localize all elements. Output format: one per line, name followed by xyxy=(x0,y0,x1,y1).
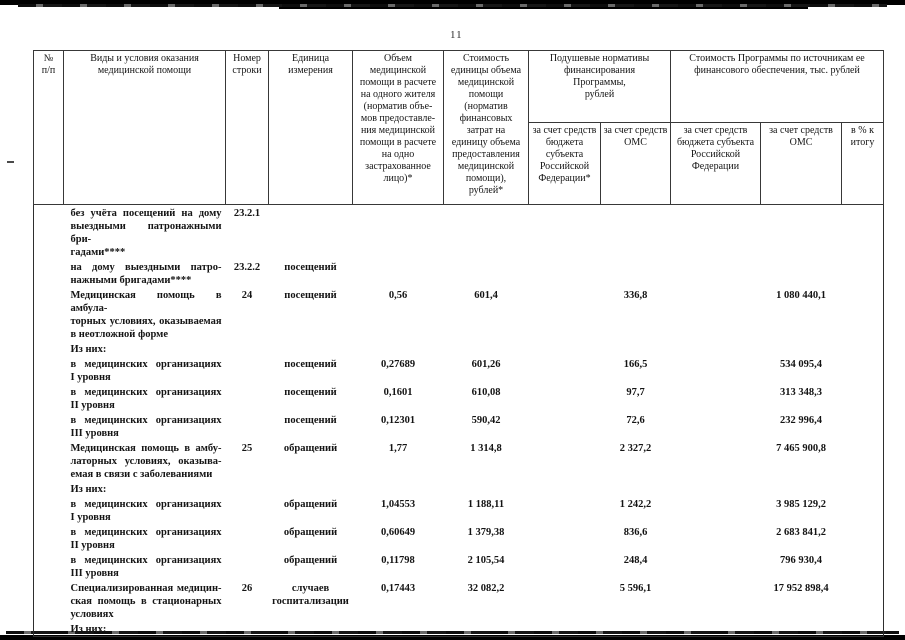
cell-service-name: в медицинских организациях I уровня xyxy=(70,359,222,383)
cell-service-name: в медицинских организациях II уровня xyxy=(70,387,222,411)
cell-row-number xyxy=(226,524,269,552)
cell-unit: обращений xyxy=(283,443,338,454)
col-header-program-cost-group: Стоимость Программы по источникам ее финансового обеспечения, тыс. рублей xyxy=(671,51,884,123)
cell-per-capita-omc xyxy=(601,621,671,637)
cell-volume: 0,12301 xyxy=(380,415,416,426)
cell-npp xyxy=(34,496,64,524)
cell-pct-total xyxy=(842,621,884,637)
cell-unit-cost xyxy=(444,621,529,637)
cell-row-number xyxy=(226,341,269,356)
cell-service-name: Из них: xyxy=(70,624,107,635)
cell-program-cost-budget xyxy=(671,524,761,552)
table-row xyxy=(34,341,884,356)
cell-per-capita-omc: 248,4 xyxy=(623,555,648,566)
cell-volume: 0,56 xyxy=(388,290,408,301)
cell-pct-total xyxy=(842,384,884,412)
cell-pct-total xyxy=(842,552,884,580)
cell-service-name: в медицинских организациях II уровня xyxy=(70,527,222,551)
cell-row-number: 23.2.1 xyxy=(233,208,261,219)
col-header-unit-cost: Стоимость единицы объема медицинской помощи (норматив финансовых затрат на единицу объема предоставления медицинской помощи), рублей* xyxy=(444,51,529,205)
cell-per-capita-omc xyxy=(601,481,671,496)
cell-per-capita-omc: 1 242,2 xyxy=(619,499,652,510)
cell-service-name: в медицинских организациях III уровня xyxy=(70,415,222,439)
cell-program-cost-omc: 313 348,3 xyxy=(780,387,822,398)
cell-npp xyxy=(34,287,64,341)
cell-unit-cost: 590,42 xyxy=(471,415,501,426)
cell-row-number xyxy=(226,552,269,580)
table-row xyxy=(34,205,884,260)
table-row xyxy=(34,356,884,384)
cell-row-number: 26 xyxy=(241,583,253,594)
cell-program-cost-omc: 232 996,4 xyxy=(780,415,822,426)
col-header-program-cost-budget: за счет средств бюджета субъекта Российской Федерации xyxy=(671,123,761,205)
cell-program-cost-budget xyxy=(671,341,761,356)
col-header-kind: Виды и условия оказания медицинской помощи xyxy=(64,51,226,205)
cell-per-capita-budget xyxy=(529,552,601,580)
cell-per-capita-omc: 5 596,1 xyxy=(619,583,652,594)
cell-unit: посещений xyxy=(284,387,337,398)
cell-unit-cost xyxy=(444,481,529,496)
cell-per-capita-budget xyxy=(529,481,601,496)
cell-program-cost-omc xyxy=(761,481,842,496)
cell-unit: обращений xyxy=(283,555,338,566)
cell-per-capita-budget xyxy=(529,259,601,287)
cell-program-cost-budget xyxy=(671,384,761,412)
cell-program-cost-omc: 534 095,4 xyxy=(780,359,822,370)
cell-volume xyxy=(353,205,444,260)
cell-unit-cost: 610,08 xyxy=(471,387,501,398)
col-header-volume: Объем медицинской помощи в расчете на одного жителя (норматив объе- мов предоставле- ния медицинской помощи в расчете на одно застрахованное лицо)* xyxy=(353,51,444,205)
col-header-per-capita-omc: за счет средств ОМС xyxy=(601,123,671,205)
cell-row-number xyxy=(226,481,269,496)
col-header-program-cost-omc: за счет средств ОМС xyxy=(761,123,842,205)
scan-artifact-top-grain xyxy=(18,4,887,7)
page-number: 11 xyxy=(450,29,463,41)
cell-program-cost-omc: 3 985 129,2 xyxy=(776,499,826,510)
cell-per-capita-omc: 166,5 xyxy=(623,359,648,370)
col-header-per-capita-group: Подушевые нормативы финансирования Программы, рублей xyxy=(529,51,671,123)
cell-volume xyxy=(353,259,444,287)
cell-service-name: в медицинских организациях I уровня xyxy=(70,499,222,523)
table-row xyxy=(34,580,884,621)
cell-per-capita-omc xyxy=(601,341,671,356)
table-row xyxy=(34,259,884,287)
cell-program-cost-omc xyxy=(761,205,842,260)
cell-service-name: Из них: xyxy=(70,344,107,355)
cell-per-capita-budget xyxy=(529,287,601,341)
cell-unit-cost: 1 379,38 xyxy=(467,527,505,538)
cell-unit-cost: 2 105,54 xyxy=(467,555,505,566)
table-row xyxy=(34,552,884,580)
cell-unit-cost: 32 082,2 xyxy=(467,583,505,594)
cell-program-cost-budget xyxy=(671,440,761,481)
cell-per-capita-budget xyxy=(529,205,601,260)
cell-service-name: Из них: xyxy=(70,484,107,495)
cell-per-capita-omc xyxy=(601,259,671,287)
cell-per-capita-omc xyxy=(601,205,671,260)
table-row xyxy=(34,440,884,481)
cell-per-capita-omc: 836,6 xyxy=(623,527,648,538)
cell-npp xyxy=(34,341,64,356)
cell-pct-total xyxy=(842,259,884,287)
cell-pct-total xyxy=(842,356,884,384)
cell-service-name: на дому выездными патро- нажными бригадами**** xyxy=(70,262,222,286)
cell-service-name: Медицинская помощь в амбула- торных условиях, оказываемая в неотложной форме xyxy=(70,290,222,340)
cell-volume: 0,11798 xyxy=(381,555,415,566)
cell-per-capita-budget xyxy=(529,496,601,524)
cell-volume: 0,17443 xyxy=(380,583,416,594)
cell-volume: 0,60649 xyxy=(380,527,416,538)
cell-per-capita-budget xyxy=(529,580,601,621)
cell-row-number xyxy=(226,496,269,524)
cell-unit xyxy=(269,205,353,260)
cell-unit: посещений xyxy=(284,415,337,426)
col-header-pct-total: в % к итогу xyxy=(842,123,884,205)
cell-unit xyxy=(269,481,353,496)
cell-row-number xyxy=(226,621,269,637)
cell-program-cost-budget xyxy=(671,412,761,440)
cell-program-cost-budget xyxy=(671,356,761,384)
cell-program-cost-budget xyxy=(671,205,761,260)
cell-npp xyxy=(34,481,64,496)
cell-program-cost-omc: 7 465 900,8 xyxy=(776,443,826,454)
table-row xyxy=(34,412,884,440)
cell-volume xyxy=(353,621,444,637)
cell-per-capita-budget xyxy=(529,412,601,440)
cell-pct-total xyxy=(842,481,884,496)
cell-per-capita-budget xyxy=(529,356,601,384)
cell-service-name: Медицинская помощь в амбу- латорных условиях, оказыва- емая в связи с заболеваниями xyxy=(70,443,222,480)
cell-unit-cost: 601,26 xyxy=(471,359,501,370)
cell-program-cost-budget xyxy=(671,621,761,637)
col-header-npp: № п/п xyxy=(34,51,64,205)
cell-pct-total xyxy=(842,341,884,356)
cell-per-capita-omc: 2 327,2 xyxy=(619,443,652,454)
cell-pct-total xyxy=(842,440,884,481)
cell-row-number: 25 xyxy=(241,443,253,454)
cell-per-capita-budget xyxy=(529,440,601,481)
cell-per-capita-omc: 97,7 xyxy=(626,387,645,398)
cell-program-cost-omc: 796 930,4 xyxy=(780,555,822,566)
cell-npp xyxy=(34,384,64,412)
cell-program-cost-omc xyxy=(761,259,842,287)
cell-unit-cost: 1 314,8 xyxy=(470,443,502,454)
cell-npp xyxy=(34,552,64,580)
cell-pct-total xyxy=(842,287,884,341)
table-row xyxy=(34,287,884,341)
cell-service-name: в медицинских организациях III уровня xyxy=(70,555,222,579)
cell-row-number: 24 xyxy=(241,290,253,301)
cell-pct-total xyxy=(842,496,884,524)
cell-volume: 0,27689 xyxy=(380,359,416,370)
cell-program-cost-budget xyxy=(671,259,761,287)
cell-unit: посещений xyxy=(284,359,337,370)
cell-unit-cost xyxy=(444,341,529,356)
cell-row-number xyxy=(226,384,269,412)
cell-pct-total xyxy=(842,580,884,621)
cell-program-cost-omc: 2 683 841,2 xyxy=(776,527,826,538)
cell-volume xyxy=(353,481,444,496)
col-header-unit: Единица измерения xyxy=(269,51,353,205)
cell-unit xyxy=(269,621,353,637)
cell-per-capita-budget xyxy=(529,524,601,552)
cell-npp xyxy=(34,356,64,384)
cell-program-cost-omc: 1 080 440,1 xyxy=(776,290,826,301)
cell-unit-cost xyxy=(444,205,529,260)
table-row xyxy=(34,524,884,552)
table-body xyxy=(34,205,884,637)
cell-program-cost-omc: 17 952 898,4 xyxy=(773,583,829,594)
cell-program-cost-budget xyxy=(671,481,761,496)
cell-row-number: 23.2.2 xyxy=(233,262,261,273)
cell-program-cost-omc xyxy=(761,341,842,356)
cell-program-cost-budget xyxy=(671,496,761,524)
cell-per-capita-omc: 72,6 xyxy=(626,415,645,426)
table-row xyxy=(34,384,884,412)
medical-care-table xyxy=(33,50,884,637)
cell-program-cost-budget xyxy=(671,580,761,621)
table-header xyxy=(34,51,884,205)
cell-pct-total xyxy=(842,205,884,260)
cell-volume: 1,77 xyxy=(388,443,408,454)
cell-unit: случаев госпитализации xyxy=(272,583,349,607)
cell-npp xyxy=(34,259,64,287)
cell-service-name: без учёта посещений на дому выездными патронажными бри- гадами**** xyxy=(70,208,222,258)
cell-pct-total xyxy=(842,412,884,440)
cell-npp xyxy=(34,440,64,481)
scan-artifact-margin-dash xyxy=(7,161,14,163)
cell-unit: посещений xyxy=(284,262,337,273)
cell-program-cost-budget xyxy=(671,287,761,341)
table-row xyxy=(34,496,884,524)
cell-pct-total xyxy=(842,524,884,552)
cell-per-capita-budget xyxy=(529,341,601,356)
cell-program-cost-omc xyxy=(761,621,842,637)
cell-unit-cost: 1 188,11 xyxy=(467,499,505,510)
cell-unit: посещений xyxy=(284,290,337,301)
table-row xyxy=(34,481,884,496)
cell-row-number xyxy=(226,412,269,440)
cell-npp xyxy=(34,580,64,621)
cell-npp xyxy=(34,524,64,552)
cell-volume xyxy=(353,341,444,356)
cell-volume: 1,04553 xyxy=(380,499,416,510)
col-header-row-number: Номер строки xyxy=(226,51,269,205)
cell-unit xyxy=(269,341,353,356)
cell-npp xyxy=(34,205,64,260)
cell-unit-cost xyxy=(444,259,529,287)
cell-per-capita-omc: 336,8 xyxy=(623,290,648,301)
cell-program-cost-budget xyxy=(671,552,761,580)
cell-row-number xyxy=(226,356,269,384)
col-header-per-capita-budget: за счет средств бюджета субъекта Российской Федерации* xyxy=(529,123,601,205)
cell-volume: 0,1601 xyxy=(383,387,413,398)
cell-unit-cost: 601,4 xyxy=(474,290,498,301)
table-row xyxy=(34,621,884,637)
cell-service-name: Специализированная медицин- ская помощь в стационарных условиях xyxy=(70,583,222,620)
cell-npp xyxy=(34,621,64,637)
cell-per-capita-budget xyxy=(529,621,601,637)
cell-per-capita-budget xyxy=(529,384,601,412)
cell-unit: обращений xyxy=(283,499,338,510)
cell-npp xyxy=(34,412,64,440)
cell-unit: обращений xyxy=(283,527,338,538)
